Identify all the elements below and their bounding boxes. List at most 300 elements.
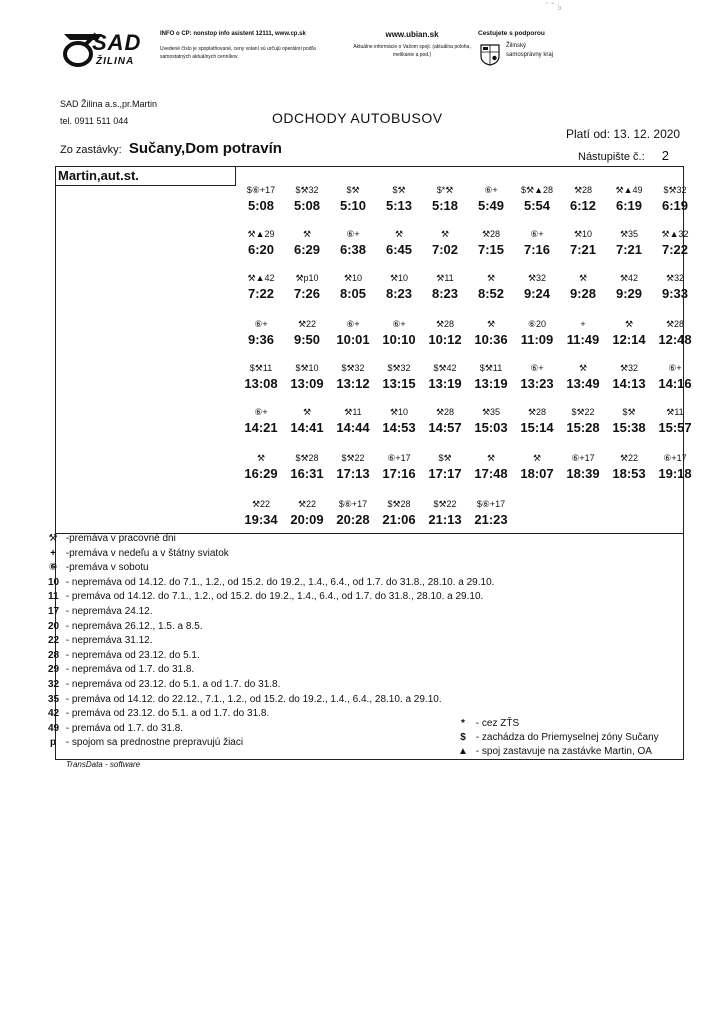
departure-time: 10:10 <box>382 332 416 347</box>
departure <box>237 453 285 485</box>
note-mark: $ <box>460 732 466 743</box>
departure-time: 18:53 <box>612 466 646 481</box>
departure <box>329 185 377 217</box>
departure-symbols: $⚒32 <box>341 363 365 373</box>
departure <box>237 363 285 395</box>
departure <box>421 273 469 305</box>
departure-symbols: ⚒28 <box>573 185 593 195</box>
departure <box>605 319 653 351</box>
note-item <box>48 708 269 719</box>
departure-symbols: ⚒32 <box>619 363 639 373</box>
departure-symbols: $⚒ <box>622 407 636 417</box>
note-item <box>48 737 243 748</box>
stop-name: Sučany,Dom potravín <box>128 140 282 157</box>
note-item <box>458 746 652 757</box>
departure-time: 14:13 <box>612 376 646 391</box>
departure <box>375 363 423 395</box>
departure-symbols: $⚒22 <box>571 407 595 417</box>
departure <box>605 273 653 305</box>
departure-symbols: $⑥+17 <box>476 499 506 509</box>
scan-mark: ˊ ˉ ♭ <box>545 2 562 13</box>
departure <box>467 407 515 439</box>
departure <box>283 273 331 305</box>
note-item <box>48 650 200 661</box>
departure-symbols: ⚒35 <box>619 229 639 239</box>
departure-symbols: $⚒22 <box>433 499 457 509</box>
departure-time: 9:24 <box>523 286 551 301</box>
departure-symbols: $⚒ <box>392 185 406 195</box>
note-item <box>458 718 519 729</box>
departure <box>513 407 561 439</box>
departure-symbols: ⚒11 <box>666 407 684 417</box>
departure <box>651 185 699 217</box>
departure-symbols: ⚒10 <box>389 273 409 283</box>
departure-time: 15:57 <box>658 420 692 435</box>
departure-time: 9:33 <box>661 286 689 301</box>
platform-row <box>578 148 669 163</box>
departure-symbols: ⚒28 <box>665 319 685 329</box>
departure-time: 17:17 <box>428 466 462 481</box>
logo-text: SAD <box>92 30 142 55</box>
departure <box>651 319 699 351</box>
company-name: SAD Žilina a.s.,pr.Martin <box>60 99 158 109</box>
departure <box>237 229 285 261</box>
departure-symbols: ⚒ <box>440 229 450 239</box>
note-mark: 10 <box>48 576 60 588</box>
departure-symbols: $⚒32 <box>295 185 319 195</box>
departure <box>467 499 515 531</box>
note-text: - cez ZŤS <box>473 718 520 729</box>
departure-time: 14:53 <box>382 420 416 435</box>
web-description: Aktuálne informácie o Vašom spoji. (aktuálna poloha, meškanie a pod.) <box>353 44 471 58</box>
departure <box>237 407 285 439</box>
departure-symbols: ⑥+ <box>254 319 268 329</box>
departure-time: 13:09 <box>290 376 324 391</box>
note-mark: p <box>49 737 57 749</box>
note-mark: 42 <box>48 708 60 720</box>
departure-symbols: ⑥+ <box>530 229 544 239</box>
departure <box>467 229 515 261</box>
departure <box>513 273 561 305</box>
departure-time: 8:23 <box>431 286 459 301</box>
departure <box>329 363 377 395</box>
departure-time: 14:16 <box>658 376 692 391</box>
departure-symbols: $⑥+17 <box>246 185 276 195</box>
departure-time: 15:28 <box>566 420 600 435</box>
departure <box>513 319 561 351</box>
departure-time: 17:13 <box>336 466 370 481</box>
departure-symbols: $⚒ <box>438 453 452 463</box>
departure-time: 14:41 <box>290 420 324 435</box>
departure-time: 5:13 <box>385 198 413 213</box>
departure <box>467 319 515 351</box>
departure-symbols: ⚒32 <box>665 273 685 283</box>
departure-time: 8:05 <box>339 286 367 301</box>
departure-time: 14:57 <box>428 420 462 435</box>
departure-time: 10:36 <box>474 332 508 347</box>
note-text: - nepremáva od 14.12. do 7.1., 1.2., od 15.2. do 19.2., 1.4., 6.4., od 1.7. do 31.8., 28.10. a 29.10. <box>63 576 495 588</box>
support-title: Cestujete s podporou <box>478 30 545 37</box>
departure-symbols: ⚒p10 <box>295 273 319 283</box>
departure <box>375 407 423 439</box>
departure <box>605 185 653 217</box>
note-item <box>48 621 203 632</box>
departure-symbols: ⚒ <box>486 453 496 463</box>
departure <box>237 273 285 305</box>
departure-time: 6:45 <box>385 242 413 257</box>
departure-time: 13:19 <box>428 376 462 391</box>
platform-label: Nástupište č.: <box>578 151 645 163</box>
departure-symbols: ⚒28 <box>527 407 547 417</box>
departure-time: 20:09 <box>290 512 324 527</box>
support-block <box>478 30 598 58</box>
departure <box>329 319 377 351</box>
note-mark: 28 <box>48 649 60 661</box>
departure-symbols: $⚒42 <box>433 363 457 373</box>
departure-time: 12:14 <box>612 332 646 347</box>
departure <box>513 229 561 261</box>
departure-time: 13:49 <box>566 376 600 391</box>
departure-time: 10:01 <box>336 332 370 347</box>
departure <box>329 499 377 531</box>
note-text: - premáva od 1.7. do 31.8. <box>63 722 184 734</box>
departure-time: 16:31 <box>290 466 324 481</box>
note-mark: 49 <box>48 722 60 734</box>
departure-time: 6:19 <box>615 198 643 213</box>
departure <box>421 453 469 485</box>
timetable <box>55 166 692 534</box>
note-item <box>458 732 659 743</box>
note-item <box>48 664 194 675</box>
departure-time: 6:29 <box>293 242 321 257</box>
note-text: -premáva v nedeľu a v štátny sviatok <box>63 547 229 559</box>
departure-time: 17:48 <box>474 466 508 481</box>
departure-symbols: $⑥+17 <box>338 499 368 509</box>
departure <box>651 453 699 485</box>
departure-symbols: ⚒ <box>486 273 496 283</box>
departure-time: 6:38 <box>339 242 367 257</box>
departure-time: 20:28 <box>336 512 370 527</box>
departure-symbols: $⚒28 <box>295 453 319 463</box>
departure-symbols: $*⚒ <box>436 185 454 195</box>
departure <box>283 453 331 485</box>
departure <box>559 407 607 439</box>
departure-time: 13:15 <box>382 376 416 391</box>
departure-time: 9:28 <box>569 286 597 301</box>
departure <box>329 273 377 305</box>
departure <box>421 407 469 439</box>
departure <box>329 407 377 439</box>
departure-symbols: + <box>580 319 586 329</box>
departure-time: 5:08 <box>293 198 321 213</box>
note-item <box>48 548 229 559</box>
departure <box>605 363 653 395</box>
departure <box>237 185 285 217</box>
departure-symbols: ⑥+ <box>484 185 498 195</box>
departure <box>651 363 699 395</box>
departure-symbols: ⚒10 <box>573 229 593 239</box>
note-text: - spojom sa prednostne prepravujú žiaci <box>63 737 244 749</box>
departure-time: 7:16 <box>523 242 551 257</box>
departure-symbols: ⑥20 <box>527 319 547 329</box>
departure-time: 6:19 <box>661 198 689 213</box>
departure-time: 5:10 <box>339 198 367 213</box>
web-info <box>352 30 472 59</box>
departure <box>421 363 469 395</box>
departure-symbols: $⚒▲28 <box>521 185 553 195</box>
departure-time: 5:54 <box>523 198 551 213</box>
departure-symbols: ⚒35 <box>481 407 501 417</box>
destination-name: Martin,aut.st. <box>58 168 139 183</box>
note-text: - premáva od 14.12. do 22.12., 7.1., 1.2., od 15.2. do 19.2., 1.4., 6.4., 28.10. a 29.10. <box>63 693 442 705</box>
note-item <box>48 679 280 690</box>
departure <box>283 319 331 351</box>
departure <box>605 453 653 485</box>
departure-symbols: $⚒22 <box>341 453 365 463</box>
departure-time: 15:38 <box>612 420 646 435</box>
note-item <box>48 606 153 617</box>
departure <box>651 273 699 305</box>
note-text: - spoj zastavuje na zastávke Martin, OA <box>473 746 652 757</box>
departure-symbols: ⚒ <box>532 453 542 463</box>
departure-time: 6:20 <box>247 242 275 257</box>
departure-time: 16:29 <box>244 466 278 481</box>
note-mark: ⑥ <box>48 562 58 574</box>
departure-time: 7:02 <box>431 242 459 257</box>
departure-time: 7:22 <box>661 242 689 257</box>
departure <box>605 407 653 439</box>
region-name: Žilinský samosprávny kraj <box>506 43 554 58</box>
departure-time: 11:09 <box>520 332 554 347</box>
departure-time: 8:52 <box>477 286 505 301</box>
note-mark: ▲ <box>458 746 468 757</box>
departure-time: 19:18 <box>658 466 692 481</box>
departure <box>559 453 607 485</box>
departure-symbols: ⚒28 <box>435 407 455 417</box>
departure-time: 19:34 <box>244 512 278 527</box>
departure-time: 9:50 <box>293 332 321 347</box>
departure-time: 5:18 <box>431 198 459 213</box>
note-text: - zachádza do Priemyselnej zóny Sučany <box>473 732 659 743</box>
note-mark: 20 <box>48 620 60 632</box>
departure-symbols: $⚒32 <box>387 363 411 373</box>
departure <box>283 499 331 531</box>
departure-symbols: ⚒11 <box>436 273 454 283</box>
departure-symbols: ⑥+ <box>668 363 682 373</box>
departure <box>559 273 607 305</box>
departure-symbols: $⚒ <box>346 185 360 195</box>
stop-row <box>60 140 282 157</box>
departure-symbols: ⑥+ <box>392 319 406 329</box>
departure <box>559 319 607 351</box>
departure <box>329 453 377 485</box>
departure-time: 7:26 <box>293 286 321 301</box>
departure-time: 13:23 <box>520 376 554 391</box>
note-text: - nepremáva 31.12. <box>63 635 153 647</box>
info-disclaimer: Uvedené číslo je spoplatňované, ceny volaní sú určujú operátori podľa samostatných aktuálnych cenníkov. <box>160 46 316 60</box>
departure <box>467 453 515 485</box>
note-text: - nepremáva 24.12. <box>63 606 153 617</box>
departure-symbols: ⚒ <box>578 273 588 283</box>
departure-symbols: ⚒▲42 <box>247 273 275 283</box>
departure <box>467 273 515 305</box>
departure <box>559 363 607 395</box>
departure-symbols: ⚒22 <box>619 453 639 463</box>
departure-time: 8:23 <box>385 286 413 301</box>
departure <box>237 499 285 531</box>
departure-symbols: ⚒ <box>486 319 496 329</box>
departure-time: 21:13 <box>428 512 462 527</box>
departure-symbols: ⚒▲49 <box>615 185 643 195</box>
departure-symbols: ⚒ <box>256 453 266 463</box>
departure-time: 13:19 <box>474 376 508 391</box>
departure-symbols: ⚒▲32 <box>661 229 689 239</box>
departure-time: 7:15 <box>477 242 505 257</box>
departure <box>375 499 423 531</box>
departure-time: 15:03 <box>474 420 508 435</box>
departure-symbols: ⚒28 <box>481 229 501 239</box>
departure-symbols: $⚒11 <box>479 363 503 373</box>
departure <box>605 229 653 261</box>
departure <box>283 185 331 217</box>
info-hotline: INFO o CP: nonstop info asistent 12111, www.cp.sk <box>160 31 306 37</box>
departure-symbols: ⚒ <box>578 363 588 373</box>
departure-time: 9:36 <box>247 332 275 347</box>
departure-symbols: ⚒ <box>302 229 312 239</box>
departure-symbols: $⚒32 <box>663 185 687 195</box>
departure-time: 14:21 <box>244 420 278 435</box>
departure <box>421 185 469 217</box>
departure-time: 7:22 <box>247 286 275 301</box>
note-mark: + <box>50 547 56 559</box>
departure-time: 12:48 <box>658 332 692 347</box>
note-item <box>48 562 149 573</box>
departure <box>375 319 423 351</box>
departure-time: 10:12 <box>428 332 462 347</box>
note-item <box>48 577 494 588</box>
note-mark: 32 <box>48 679 60 690</box>
departure-symbols: ⑥+ <box>254 407 268 417</box>
departure-symbols: ⑥+ <box>530 363 544 373</box>
coat-of-arms-icon <box>480 44 500 66</box>
departure-time: 15:14 <box>520 420 554 435</box>
departure-time: 13:08 <box>244 376 278 391</box>
note-item <box>48 694 442 705</box>
departure <box>467 185 515 217</box>
note-item <box>48 533 176 544</box>
departure <box>513 363 561 395</box>
departure-symbols: ⚒22 <box>297 499 317 509</box>
departure-time: 11:49 <box>566 332 600 347</box>
departure-time: 17:16 <box>382 466 416 481</box>
departure-symbols: ⚒11 <box>344 407 362 417</box>
departure-time: 5:49 <box>477 198 505 213</box>
departure-symbols: ⚒10 <box>343 273 363 283</box>
valid-from: Platí od: 13. 12. 2020 <box>566 127 681 141</box>
departure <box>421 499 469 531</box>
departure <box>283 363 331 395</box>
platform-number: 2 <box>661 148 669 163</box>
departure-symbols: $⚒10 <box>295 363 319 373</box>
note-mark: 11 <box>48 591 59 603</box>
note-item <box>48 723 183 734</box>
departure-time: 18:07 <box>520 466 554 481</box>
note-text: -premáva v pracovné dni <box>63 533 176 544</box>
departure-symbols: ⚒22 <box>297 319 317 329</box>
departure-symbols: ⚒22 <box>251 499 271 509</box>
note-item <box>48 591 483 602</box>
departure-symbols: $⚒11 <box>249 363 273 373</box>
departure <box>559 229 607 261</box>
departure <box>375 185 423 217</box>
departure <box>513 453 561 485</box>
company-phone: tel. 0911 511 044 <box>60 116 129 126</box>
departure-time: 6:12 <box>569 198 597 213</box>
departure <box>651 407 699 439</box>
note-mark: ⚒ <box>48 533 58 544</box>
note-mark: * <box>461 718 465 729</box>
departure <box>375 453 423 485</box>
departure-time: 18:39 <box>566 466 600 481</box>
departure-symbols: ⑥+17 <box>663 453 687 463</box>
note-text: - premáva od 23.12. do 5.1. a od 1.7. do 31.8. <box>63 708 270 720</box>
departure-time: 14:44 <box>336 420 370 435</box>
note-mark: 35 <box>48 693 60 705</box>
departure-symbols: ⚒ <box>394 229 404 239</box>
departure-symbols: ⑥+17 <box>571 453 595 463</box>
stop-label: Zo zastávky: <box>60 144 122 156</box>
web-url: www.ubian.sk <box>385 30 439 39</box>
footer-software: TransData - software <box>66 760 141 769</box>
departure-symbols: ⚒28 <box>435 319 455 329</box>
departure <box>651 229 699 261</box>
note-text: - nepremáva od 23.12. do 5.1. a od 1.7. do 31.8. <box>63 679 281 690</box>
departure-symbols: ⑥+17 <box>387 453 411 463</box>
note-mark: 22 <box>48 635 60 647</box>
departure <box>513 185 561 217</box>
departure-symbols: ⚒32 <box>527 273 547 283</box>
departure-symbols: ⚒42 <box>619 273 639 283</box>
note-text: - nepremáva 26.12., 1.5. a 8.5. <box>63 620 203 632</box>
departure-symbols: ⑥+ <box>346 319 360 329</box>
departure-symbols: $⚒28 <box>387 499 411 509</box>
departure <box>283 229 331 261</box>
note-text: - premáva od 14.12. do 7.1., 1.2., od 15.2. do 19.2., 1.4., 6.4., od 1.7. do 31.8., 28.10. a 29.10. <box>63 591 484 603</box>
departure-time: 21:23 <box>474 512 508 527</box>
departure-time: 7:21 <box>569 242 597 257</box>
note-text: - nepremáva od 23.12. do 5.1. <box>63 649 200 661</box>
note-mark: 17 <box>48 606 60 617</box>
departure-time: 9:29 <box>615 286 643 301</box>
departure-symbols: ⑥+ <box>346 229 360 239</box>
departure <box>237 319 285 351</box>
departure <box>467 363 515 395</box>
departure-symbols: ⚒10 <box>389 407 409 417</box>
departure-symbols: ⚒▲29 <box>247 229 275 239</box>
logo-subtitle: ŽILINA <box>96 56 135 67</box>
note-item <box>48 635 153 646</box>
departure <box>329 229 377 261</box>
departure <box>559 185 607 217</box>
departure <box>421 229 469 261</box>
page-title: ODCHODY AUTOBUSOV <box>272 110 443 126</box>
departure <box>375 229 423 261</box>
departure-time: 5:08 <box>247 198 275 213</box>
company-info <box>60 96 157 130</box>
departure <box>375 273 423 305</box>
departure-time: 13:12 <box>336 376 370 391</box>
note-mark: 29 <box>48 664 60 676</box>
